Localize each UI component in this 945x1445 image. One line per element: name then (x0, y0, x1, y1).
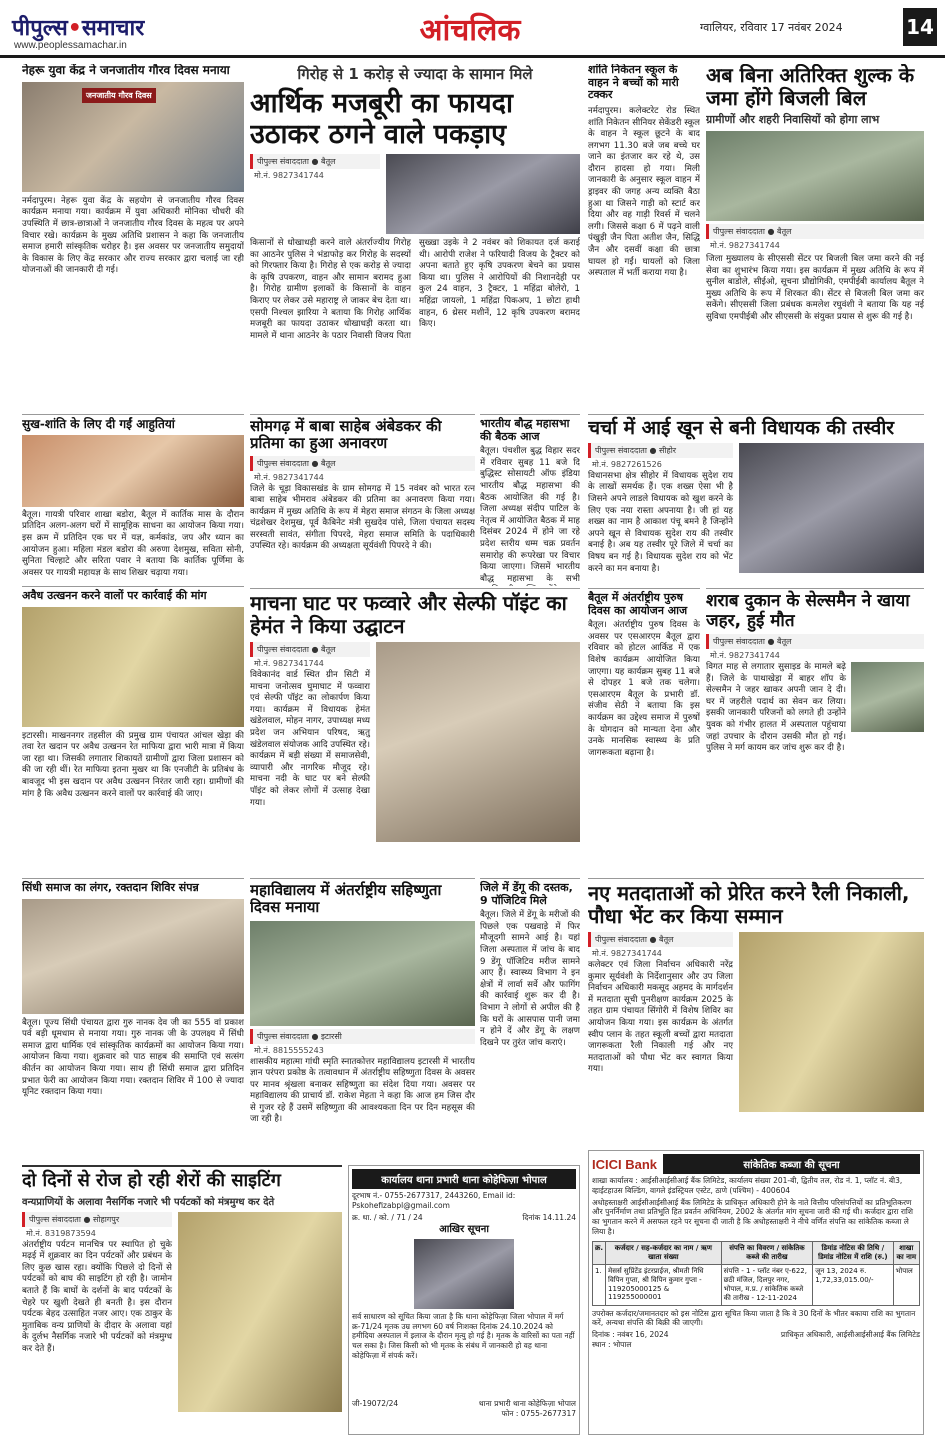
mobile: मो.नं. 9827341744 (254, 472, 324, 482)
mobile: मो.नं. 8815555243 (254, 1045, 324, 1055)
col-property: संपत्ति का विवरण / सांकेतिक कब्जे की तारीख (721, 1241, 813, 1264)
cell-property: संपत्ति - 1 - प्लॉट नंबर ए-622, छठी मंजिल, दिलपुर नगर, भोपाल, म.प्र. / सांकेतिक कब्जे की तारीख - 12-11-2024 (721, 1264, 813, 1305)
story-antarrashtriya (588, 588, 700, 876)
ad-footer-ref: जी-19072/24 (352, 1398, 399, 1408)
cell-borrower: मेसर्स सुप्रिंटेंड इंटरप्राईज, श्रीमती निधि विपिन गुप्ता, श्री विपिन कुमार गुप्ता - 119205000125 & 119255000001 (606, 1264, 722, 1305)
kicker: गिरोह से 1 करोड़ से ज्यादा के सामान मिले (297, 65, 533, 83)
byline: पीपुल्स संवाददाता ● बैतूल (706, 634, 924, 649)
bank-logo: ICICI Bank (592, 1156, 658, 1172)
story-sharab (706, 588, 924, 876)
story-mahavidyalaya (250, 878, 475, 1163)
notice-table (592, 1241, 920, 1306)
mobile: मो.नं. 9827341744 (254, 171, 324, 181)
story-photo (22, 899, 244, 1014)
byline: पीपुल्स संवाददाता ● सीहोर (588, 443, 733, 458)
brand-logo[interactable]: पीपुल्स•समाचार (12, 16, 145, 41)
col-demand: डिमांड नोटिस की तिथि / डिमांड नोटिस में राशि (रु.) (813, 1241, 893, 1264)
story-body: जिला मुख्यालय के सीएससी सेंटर पर बिजली बिल जमा करने की नई सेवा का शुभारंभ किया गया। इस कार्यक्रम में मुख्य अतिथि के रूप में सुनील बाडोले, सीईओ, सूचना प्रौद्योगिकी, एमपीईबी कार्यालय बैतूल ने मुख्य अतिथि के रूप में शिरकत की। सेंटर से बिजली बिल जमा कर सकेंगे। सीएससी जिला प्रबंधक कमलेश रघुवंशी ने बताया कि यह नई सुविधा एमपीईबी और सीएससी के संयुक्त प्रयास से शुरू की गई है। (706, 254, 924, 322)
ad-footer: उपरोक्त कर्जदार/जमानतदार को इस नोटिस द्वारा सूचित किया जाता है कि वे 30 दिनों के भीतर बकाया राशि का भुगतान करें, अन्यथा संपत्ति की बिक्री की जाएगी। (592, 1308, 916, 1328)
headline: माचना घाट पर फव्वारे और सेल्फी पॉइंट का हेमंत ने किया उद्घाटन (250, 591, 567, 638)
byline: पीपुल्स संवाददाता ● इटारसी (250, 1029, 475, 1044)
col-borrower: कर्जदार / सह-कर्जदार का नाम / ऋण खाता संख्या (606, 1241, 722, 1264)
story-photo (22, 607, 244, 727)
ad-date: दिनांक 14.11.24 (522, 1212, 576, 1222)
story-photo (739, 443, 924, 573)
story-body: बैतूल। पंचशील बुद्ध विहार सदर में रविवार सुबह 11 बजे दि बुद्धिस्ट सोसायटी ऑफ इंडिया भारतीय बौद्ध महासभा की बैठक आयोजित की गई है। जिला अध्यक्ष संदीप पाटिल के नेतृत्व में आयोजित बैठक में माह दिसंबर 2024 में होने जा रहे प्रदेश स्तरीय धम्म चक्र प्रवर्तन समारोह की रूपरेखा पर विचार किया जाएगा। जिसमें भारतीय बौद्ध महासभा के सभी (480, 446, 580, 584)
cell-demand: जून 13, 2024 रु. 1,72,33,015.00/- (813, 1264, 893, 1305)
ad-ref: क्र. था. / को. / 71 / 24 (352, 1212, 423, 1222)
story-sukh (22, 414, 244, 584)
ad-date: दिनांक : नवंबर 16, 2024 (592, 1330, 669, 1339)
headline: आर्थिक मजबूरी का फायदा उठाकर ठगने वाले पकड़ाए (250, 88, 513, 151)
subhead: वन्यप्राणियों के अलावा नैसर्गिक नजारे भी पर्यटकों को मंत्रमुग्ध कर देते (22, 1196, 275, 1208)
mobile: मो.नं. 8319873594 (26, 1228, 96, 1238)
col-no: क्र. (593, 1241, 606, 1264)
ad-thana-notice (348, 1165, 580, 1435)
mobile: मो.नं. 9827341744 (710, 651, 780, 661)
headline: अवैध उत्खनन करने वालों पर कार्रवाई की मांग (22, 589, 207, 602)
byline: पीपुल्स संवाददाता ● बैतूल (588, 932, 733, 947)
ad-contact: दूरभाष नं.- 0755-2677317, 2443260, Email id: Pskohefizabpl@gmail.com (352, 1191, 516, 1210)
cell-no: 1. (593, 1264, 606, 1305)
story-body: बैतूल। गायत्री परिवार शाखा बडोरा, बैतूल में कार्तिक मास के दौरान प्रतिदिन अलग-अलग घरों में सामूहिक साधना का आयोजन किया गया। इस क्रम में प्रतिदिन एक घर में यज्ञ, कर्मकांड, जप और ध्यान का आयोजन हुआ। महिला मंडल बडोरा की अरुणा देशमुख, सविता सोनी, सुनिता चिल्हाटे और सरिता पवार ने बताया कि कार्तिक पूर्णिमा के अवसर पर गायत्री महायज्ञ के साथ शिखर चढ़ाया गया। (22, 509, 244, 578)
ad-address: शाखा कार्यालय : आईसीआईसीआई बैंक लिमिटेड, कार्यालय संख्या 201-बी, द्वितीय तल, रोड नं. 1, प्लॉट नं. बी3, व्हाईटहाउस बिल्डिंग, वागले इंडस्ट्रियल एस्टेट, ठाणे (पश्चिम) - 400604 (592, 1176, 903, 1195)
headline: नेहरू युवा केंद्र ने जनजातीय गौरव दिवस मनाया (22, 64, 230, 77)
story-matdata (588, 878, 924, 1148)
headline: सुख-शांति के लिए दी गईं आहुतियां (22, 417, 175, 431)
byline: पीपुल्स संवाददाता ● सोहागपुर (22, 1212, 172, 1227)
section-title: आंचलिक (419, 13, 521, 48)
story-tiger (22, 1165, 342, 1435)
dateline: ग्वालियर, रविवार 17 नवंबर 2024 (700, 21, 843, 34)
story-photo (250, 921, 475, 1026)
story-photo (178, 1212, 342, 1412)
story-photo (739, 932, 924, 1112)
ad-signer: प्राधिकृत अधिकारी, आईसीआईसीआई बैंक लिमिटेड (780, 1330, 920, 1339)
mobile: मो.नं. 9827341744 (592, 949, 662, 958)
headline: बैतूल में अंतर्राष्ट्रीय पुरुष दिवस का आयोजन आज (588, 591, 688, 617)
story-body: बैतूल। अंतर्राष्ट्रीय पुरुष दिवस के अवसर पर एसआरएम बैतूल द्वारा रविवार को होटल आर्किड में एक विशेष कार्यक्रम आयोजित किया जाएगा। यह कार्यक्रम सुबह 11 बजे से दोपहर 1 बजे तक चलेगा। एसआरएम बैतूल के प्रभारी डॉ. संजीव सेठी ने बताया कि इस कार्यक्रम का उद्देश्य समाज में पुरुषों के योगदान को मान्यता देना और उनके मानसिक स्वास्थ्य के प्रति जागरूकता बढ़ाना है। (588, 620, 700, 758)
headline: जिले में डेंगू की दस्तक, 9 पॉजिटिव मिले (480, 881, 573, 907)
headline: शांति निकेतन स्कूल के वाहन ने बच्चों को मारी टक्कर (588, 64, 679, 102)
story-body: अंतर्राष्ट्रीय पर्यटन मानचित्र पर स्थापित हो चुके मढ़ई में शुक्रवार का दिन पर्यटकों और प्रबंधन के लिए कुछ खास रहा। क्योंकि पिछले दो दिनों से पर्यटकों को बाघ की साइटिंग हो रही है। जामोन बताते हैं कि बाघों के दर्शनों के बाद पर्यटकों के चेहरे पर खुशी देखते ही बनती है। इस दौरान पर्यटक बेहद उत्साहित नजर आए। एक ठाकुर के मुताबिक वन्य प्राणियों के दीदार के अलावा यहां के दुर्लभ नैसर्गिक नजारे भी पर्यटकों को मंत्रमुग्ध कर देते हैं। (22, 1239, 172, 1355)
story-somgadh (250, 414, 475, 586)
story-body: विवेकानंद वार्ड स्थित ग्रीन सिटी में माचना जनोत्सव घुमाघाट में फव्वारा एवं सेल्फी पॉइंट का लोकार्पण किया गया। कार्यक्रम में विधायक हेमंत खंडेलवाल, मोहन नागर, उपाध्यक्ष मध्य प्रदेश जन अभियान परिषद, ऋतु खंडेलवाल संयोजक आदि उपस्थित रहे। कार्यक्रम में बड़ी संख्या में समाजसेवी, व्यापारी और नागरिक मौजूद रहे। माचना नदी के घाट पर बने सेल्फी पॉइंट को लेकर लोगों में उत्साह देखा गया। (250, 670, 370, 808)
cell-branch: भोपाल (893, 1264, 919, 1305)
table-header (593, 1241, 920, 1264)
story-body: नर्मदापुरम। नेहरू युवा केंद्र के सहयोग से जनजातीय गौरव दिवस कार्यक्रम मनाया गया। कार्यक्रम में युवा अधिकारी मोनिका चौधरी की उपस्थिति में छात्र-छात्राओं ने जनजातीय गौरव दिवस के महत्व पर अपने विचार रखे। कार्यक्रम के मुख्य अतिथि प्रशासन ने कहा कि जनजातीय समाज हमारी सांस्कृतिक धरोहर है। इस अवसर पर जनजातीय समुदायों के विकास के लिए केंद्र सरकार और राज्य सरकार द्वारा चलाई जा रही योजनाओं की जानकारी दी गई। (22, 195, 244, 276)
story-photo (706, 131, 924, 221)
mobile: मो.नं. 9827341744 (710, 241, 780, 250)
website[interactable]: www.peoplessamachar.in (14, 40, 127, 51)
headline: दो दिनों से रोज हो रही शेरों की साइटिंग (22, 1170, 281, 1191)
story-body: शासकीय महात्मा गांधी स्मृति स्नातकोत्तर महाविद्यालय इटारसी में भारतीय ज्ञान परंपरा प्रकोष्ठ के तत्वावधान में अंतर्राष्ट्रीय सहिष्णुता दिवस के अवसर पर मानव श्रृंखला बनाकर सहिष्णुता का संदेश दिया गया। अवसर पर महाविद्यालय की प्राचार्य डॉ. राकेश मेहता ने कहा कि आज हम जिस दौर से गुजर रहे हैं उसमें सहिष्णुता की आवश्यकता दिन पर दिन महसूस की जा रही है। (250, 1056, 475, 1125)
headline: नए मतदाताओं को प्रेरित करने रैली निकाली, पौधा भेंट कर किया सम्मान (588, 881, 910, 928)
story-photo (376, 642, 580, 842)
deceased-photo (414, 1239, 514, 1309)
story-charcha (588, 414, 924, 584)
story-machna (250, 588, 580, 876)
headline: चर्चा में आई खून से बनी विधायक की तस्वीर (588, 417, 895, 439)
story-bijli (706, 64, 924, 412)
story-shanti (588, 64, 700, 412)
headline: सोमगढ़ में बाबा साहेब अंबेडकर की प्रतिमा का हुआ अनावरण (250, 417, 442, 453)
story-sindhi (22, 878, 244, 1163)
story-photo (386, 154, 580, 234)
story-photo (851, 662, 924, 732)
story-body: जिले के चूड़ा विकासखंड के ग्राम सोमगढ़ में 15 नवंबर को भारत रत्न बाबा साहेब भीमराव अंबेडकर की प्रतिमा का अनावरण किया गया। कार्यक्रम में मुख्य अतिथि के रूप में मेहरा समाज संगठन के जिला अध्यक्ष चंद्रशेखर देशमुख, पूर्व कैबिनेट मंत्री सुखदेव पांसे, जिला पंचायत सदस्य सरस्वती सावंत, संगीता पिपरदे, मेहरा समाज समिति के पदाधिकारी उपस्थित रहे। कार्यक्रम की अध्यक्षता सूर्यवंशी पिपरदे ने की। (250, 483, 475, 552)
story-photo (22, 82, 244, 192)
byline: पीपुल्स संवाददाता ● बैतूल (250, 154, 380, 169)
headline: अब बिना अतिरिक्त शुल्क के जमा होंगे बिजली बिल (706, 64, 915, 110)
headline: भारतीय बौद्ध महासभा की बैठक आज (480, 417, 570, 443)
mobile: मो.नं. 9827341744 (254, 659, 324, 668)
headline: शराब दुकान के सेल्समैन ने खाया जहर, हुई मौत (706, 591, 910, 631)
story-body: विगत माह से लगातार सुसाइड के मामले बढ़े हैं। जिले के पाथाखेड़ा में बाहर शॉप के सेल्समैन ने जहर खाकर अपनी जान दे दी। घर में जहरीले पदार्थ का सेवन कर लिया। इसकी जानकारी परिजनों को लगते ही उन्होंने युवक को गंभीर हालत में अस्पताल पहुंचाया जहां उपचार के दौरान उसकी मौत हो गई। पुलिस ने मर्ग कायम कर जांच शुरू कर दी है। (706, 662, 846, 754)
photo-banner: जनजातीय गौरव दिवस (82, 88, 156, 103)
story-body: बैतूल। जिले में डेंगू के मरीजों की पिछले एक पखवाड़े में फिर मौजूदगी सामने आई है। यहां जिला अस्पताल में जांच के बाद 9 डेंगू पॉजिटिव मरीज सामने आए हैं। स्वास्थ्य विभाग ने इन क्षेत्रों में लार्वा सर्वे और फागिंग की कार्रवाई शुरू कर दी है। विभाग ने लोगों से अपील की है कि घरों के आसपास पानी जमा न होने दें और डेंगू के लक्षण दिखने पर तुरंत जांच कराएं। (480, 910, 580, 1048)
ad-intro: अधोहस्ताक्षरी आईसीआईसीआई बैंक लिमिटेड के प्राधिकृत अधिकारी होने के नाते वित्तीय परिसंपत्तियों का प्रतिभूतिकरण और पुनर्निर्माण तथा प्रतिभूति हित प्रवर्तन अधिनियम, 2002 के अंतर्गत मांग सूचना जारी की गई थी। कर्जदार द्वारा राशि का भुगतान करने में असफल रहने पर सूचना दी जाती है कि अधोहस्ताक्षरी ने नीचे वर्णित संपत्ति का सांकेतिक कब्जा ले लिया है। (592, 1197, 913, 1236)
story-body: विधानसभा क्षेत्र सीहोर में विधायक सुदेश राय के लाखों समर्थक हैं। एक शख्स ऐसा भी है जिसने अपने लाडले विधायक को खुश करने के लिए एक नया रास्ता अपनाया है। जी हां यह शख्स का नाम है आकाश पंचू बमने है जिन्होंने अपने खून से विधायक सुदेश राय की तस्वीर बनाई है। अब यह तस्वीर पूरे जिले में चर्चा का विषय बन गई है। विधायक सुदेश राय को भेंट करने का मन बनाया है। (588, 470, 733, 574)
ad-signature: थाना प्रभारी थाना कोहेफिज़ा भोपाल (478, 1398, 576, 1408)
story-body: इटारसी। माखननगर तहसील की प्रमुख ग्राम पंचायत आंचल खेड़ा की तवा रेत खदान पर अवैध उत्खनन रेत माफिया द्वारा भारी मात्रा में किया जा रहा था। जिसकी लगातार शिकायतें ग्रामीणों द्वारा जिला प्रशासन को की जा रही थीं। रेत माफिया इतना मुखर था कि एनजीटी के प्रतिबंध के बावजूद भी इस खदान पर अवैध उत्खनन निरंतर जारी रहा। ग्रामीणों की मांग है कि अवैध उत्खनन करने वालों पर कार्रवाई की जाए। (22, 730, 244, 799)
story-nehru (22, 64, 244, 414)
page-number: 14 (903, 8, 937, 46)
story-body: किसानों से धोखाधड़ी करने वाले अंतर्राज्यीय गिरोह का आठनेर पुलिस ने भंडाफोड़ कर गिरोह के सदस्यों को गिरफ्तार किया है। गिरोह से एक करोड़ से ज्यादा के कृषि उपकरण, वाहन और सामान बरामद हुआ है। गिरोह ग्रामीण इलाकों के किसानों के वाहन किराए पर लेकर उसे महाराष्ट्र ले जाकर बेच देता था। एसपी निश्चल झारिया ने बताया कि गिरोह आर्थिक मजबूरी का फायदा उठाकर धोखाधड़ी करता था। मामले में थाना आठनेर के पठार निवासी विजय पिता सुख्खा उइके ने 2 नवंबर को शिकायत दर्ज कराई थी। आरोपी राजेश ने फरियादी विजय के ट्रैक्टर को अपना बताते हुए कृषि उपकरण बेचने का प्रयास किया था। पुलिस ने आरोपियों की निशानदेही पर कुल 24 वाहन, 3 ट्रैक्टर, 1 महिंद्रा बोलेरो, 1 महिंद्रा जायलो, 1 महिंद्रा पिकअप, 1 छोटा हाथी वाहन, 6 थ्रेसर मशीनें, 12 कृषि उपकरण बरामद किए। (250, 238, 580, 341)
story-dengue (480, 878, 580, 1163)
masthead (0, 0, 945, 58)
subhead: ग्रामीणों और शहरी निवासियों को होगा लाभ (706, 113, 880, 126)
ad-body: सर्व साधारण को सूचित किया जाता है कि थाना कोहेफिज़ा जिला भोपाल में मर्ग क्र-71/24 मृतक उम्र लगभग 60 वर्ष निःशक्त दिनांक 24.10.2024 को हमीदिया अस्पताल में इलाज के दौरान मृत्यु हो गई है। मृतक के वारिसों का पता नहीं चल सका है। जिस किसी को भी मृतक के संबंध में जानकारी हो वह थाना कोहेफिज़ा में संपर्क करें। (352, 1311, 575, 1360)
story-body: नर्मदापुरम। कलेक्टरेट रोड स्थित शांति निकेतन सीनियर सेकेंडरी स्कूल के वाहन ने स्कूल छूटने के बाद लगभग 11.30 बजे जब बच्चे घर जाने का इंतजार कर रहे थे, उस दौरान हादसा हो गया। मिली जानकारी के अनुसार स्कूल वाहन में ड्राइवर की जगह अन्य व्यक्ति बैठा हुआ था जिसने गाड़ी को स्टार्ट कर दिया और वह गाड़ी रिवर्स में चलने लगी। जिससे कक्षा 6 में पढ़ने वाली पंखुड़ी जैन पिता अतीश जैन, सिद्धि जैन और दसवीं कक्षा की छात्रा घायल हो गईं। घायलों को जिला अस्पताल में भर्ती कराया गया है। (588, 105, 700, 279)
notice-heading: आखिर सूचना (439, 1224, 489, 1236)
story-giroh (250, 64, 580, 412)
byline: पीपुल्स संवाददाता ● बैतूल (250, 456, 475, 471)
headline: सिंधी समाज का लंगर, रक्तदान शिविर संपन्न (22, 881, 199, 894)
ad-phone: फोन : 0755-2677317 (501, 1408, 576, 1418)
ad-title: सांकेतिक कब्जा की सूचना (663, 1154, 920, 1174)
byline: पीपुल्स संवाददाता ● बैतूल (706, 224, 924, 239)
story-avaidh (22, 586, 244, 876)
byline: पीपुल्स संवाददाता ● बैतूल (250, 642, 370, 657)
table-row (593, 1264, 920, 1305)
col-branch: शाखा का नाम (893, 1241, 919, 1264)
story-body: बैतूल। पूज्य सिंधी पंचायत द्वारा गुरु नानक देव जी का 555 वां प्रकाश पर्व बड़ी धूमधाम से मनाया गया। गुरु नानक जी के उपलक्ष्य में सिंधी समाज द्वारा धार्मिक एवं सांस्कृतिक कार्यक्रमों का आयोजन किया गया। आयोजन किया गया। शुक्रवार को पाठ साहब की समाप्ति एवं सत्संग कीर्तन का आयोजन किया गया। साथ ही सिंधी समाज द्वारा प्रतिदिन प्रभात फेरी का आयोजन किया गया। रक्तदान शिविर में 100 से ज्यादा यूनिट रक्तदान किया गया। (22, 1017, 244, 1098)
headline: महाविद्यालय में अंतर्राष्ट्रीय सहिष्णुता दिवस मनाया (250, 881, 442, 917)
ad-icici-notice (588, 1150, 924, 1435)
story-body: कलेक्टर एवं जिला निर्वाचन अधिकारी नरेंद्र कुमार सूर्यवंशी के निर्देशानुसार और उप जिला निर्वाचन अधिकारी मकसूद अहमद के मार्गदर्शन में मतदाता सूची पुनरीक्षण कार्यक्रम 2025 के तहत ग्राम पंचायत सिंगोरी में विशेष शिविर का आयोजन किया गया। इस कार्यक्रम के अंतर्गत स्वीप प्लान के तहत स्कूली बच्चों द्वारा मतदाता जागरूकता रैली निकाली गई और नए मतदाताओं को पौधा भेंट कर स्वागत किया गया। (588, 960, 733, 1075)
ad-title: कार्यालय थाना प्रभारी थाना कोहेफिज़ा भोपाल (352, 1169, 576, 1189)
mobile: मो.नं. 9827261526 (592, 459, 662, 469)
ad-place: स्थान : भोपाल (592, 1339, 632, 1349)
story-bauddh (480, 414, 580, 586)
story-photo (22, 435, 244, 507)
